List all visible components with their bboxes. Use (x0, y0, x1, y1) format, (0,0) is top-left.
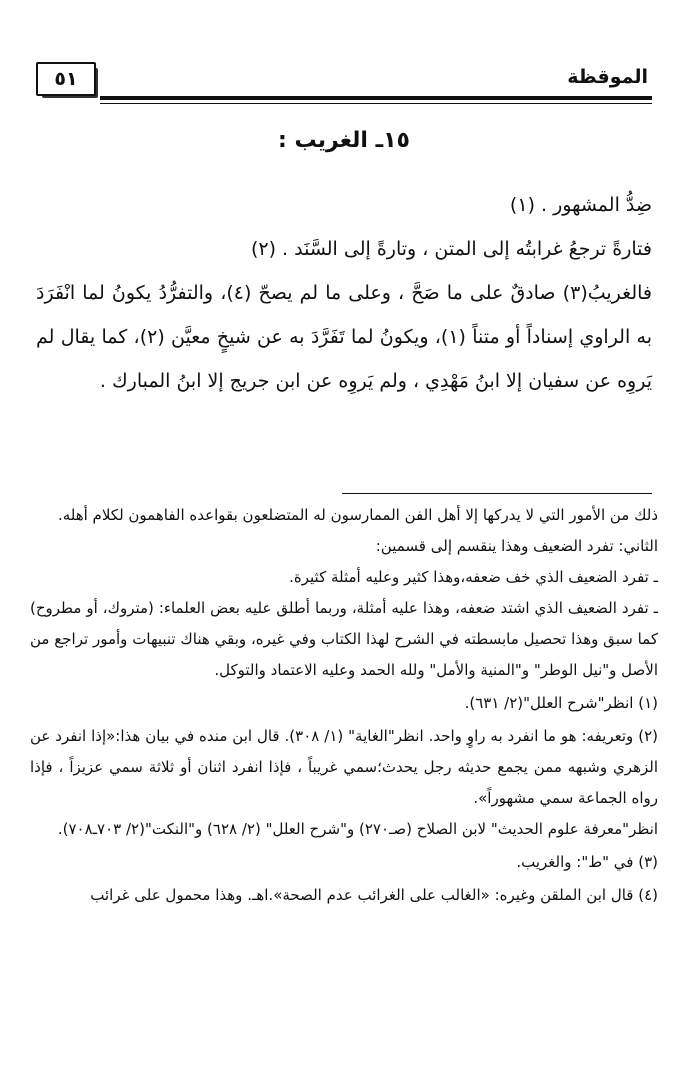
footnote: (٣) في "ط": والغريب. (516, 853, 658, 871)
body-paragraph: فالغريبُ(٣) صادقٌ على ما صَحَّ ، وعلى ما لم يصحّ (٤)، والتفرُّدُ يكونُ لما انْفَرَدَ به الراوي إسناداً أو متناً (١)، ويكونُ لما تَفَرَّدَ به عن شيخٍ معيَّن (٢)، كما يقال لم يَروِه عن سفيان إلا ابنُ مَهْدِي ، ولم يَروِه عن ابن جريج إلا ابنُ المبارك . (36, 282, 652, 392)
header-rule-thin (100, 103, 652, 104)
footnote: (٤) قال ابن الملقن وغيره: «الغالب على الغرائب عدم الصحة».اهـ. وهذا محمول على غرائب (90, 886, 658, 904)
footnote: ـ تفرد الضعيف الذي خف ضعفه،وهذا كثير وعليه أمثلة كثيرة. (289, 568, 658, 586)
body-paragraph: فتارةً ترجعُ غرابتُه إلى المتن ، وتارةً إلى السَّنَد . (٢) (250, 238, 652, 260)
footnote: (٢) وتعريفه: هو ما انفرد به راوٍ واحد. انظر"الغاية" (١/ ٣٠٨). قال ابن منده في بيان هذا:«إذا انفرد عن الزهري وشبهه ممن يجمع حديثه رجل يحدث؛سمي غريباً ، فإذا انفرد اثنان أو ثلاثة سمي عزيزاً ، فإذا رواه الجماعة سمي مشهوراً». (30, 727, 658, 807)
section-heading: ١٥ـ الغريب : (278, 128, 410, 153)
page-header (30, 58, 652, 106)
footnote: انظر"معرفة علوم الحديث" لابن الصلاح (صـ٢٧٠) و"شرح العلل" (٢/ ٦٢٨) و"النكت"(٢/ ٧٠٣ـ٧٠٨). (57, 820, 658, 838)
footnote: ذلك من الأمور التي لا يدركها إلا أهل الفن الممارسون له المتضلعون بقواعده الفاهمون لكلام أهله. (57, 506, 658, 524)
body-paragraph: ضِدُّ المشهور . (١) (509, 194, 652, 216)
footnotes (30, 500, 658, 911)
page-number: ٥١ (36, 62, 96, 96)
header-rule (100, 96, 652, 100)
main-text (36, 122, 652, 403)
running-title: الموقظة (567, 66, 648, 88)
footnote: الثاني: تفرد الضعيف وهذا ينقسم إلى قسمين: (375, 537, 658, 555)
footnote: ـ تفرد الضعيف الذي اشتد ضعفه، وهذا عليه أمثلة، وربما أطلق عليه بعض العلماء: (متروك، أو مطروح) كما سبق وهذا تحصيل مابسطته في الشرح لهذا الكتاب وفي غيره، وبقي هناك تنبيهات وأمور تراجع من الأصل و"نيل الوطر" و"المنية والأمل" ولله الحمد وعليه الاعتماد والتوكل. (30, 599, 658, 679)
footnote-separator (342, 493, 652, 494)
footnote: (١) انظر"شرح العلل"(٢/ ٦٣١). (464, 694, 658, 712)
